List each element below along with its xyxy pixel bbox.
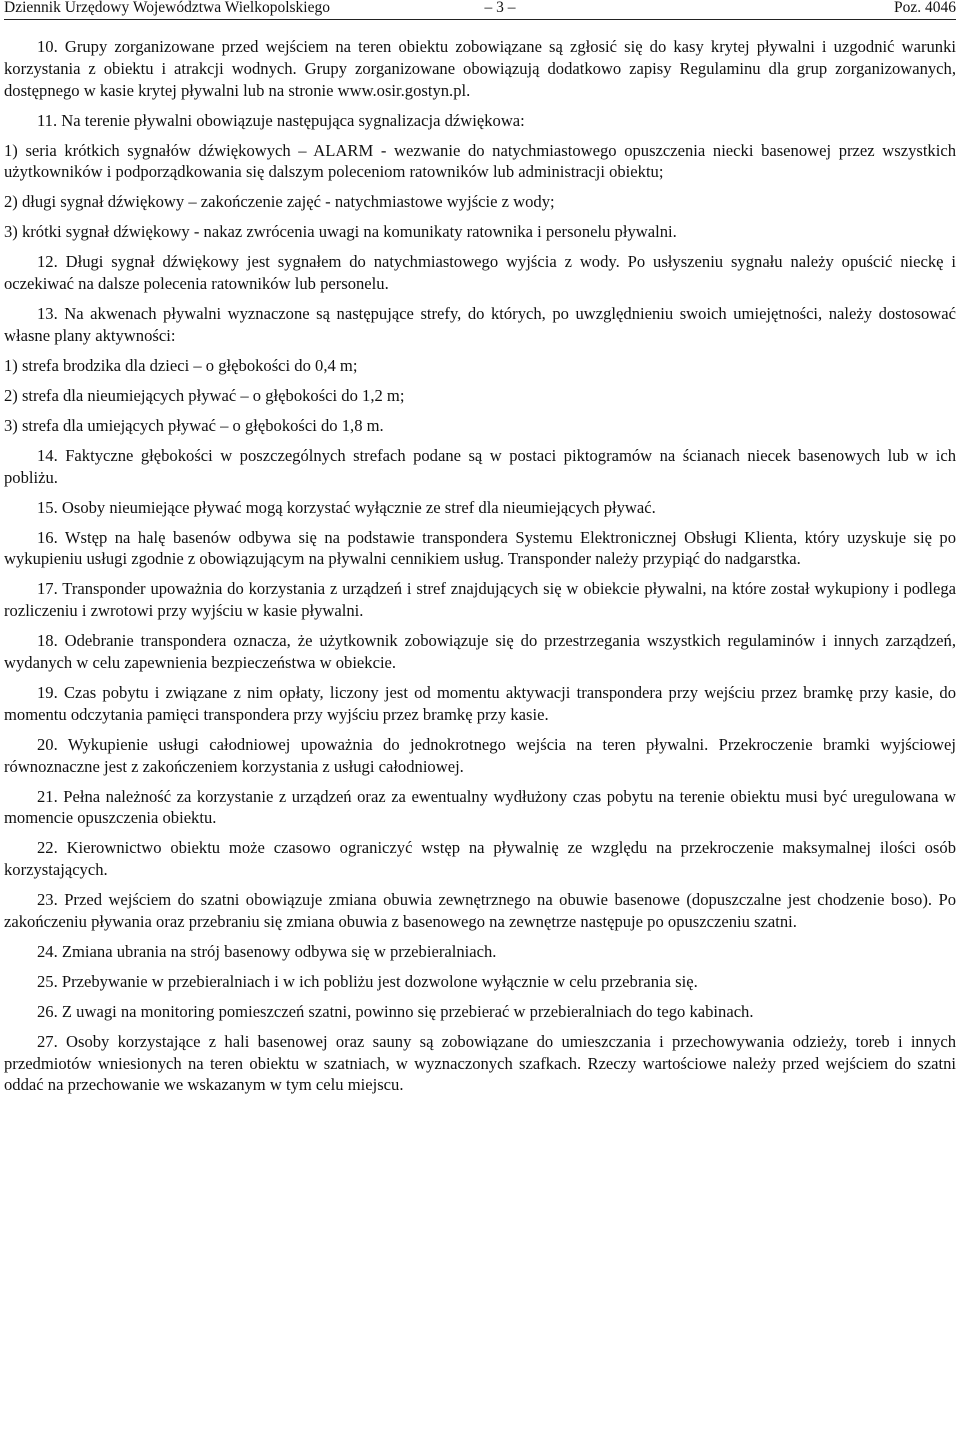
paragraph: 10. Grupy zorganizowane przed wejściem na teren obiektu zobowiązane są zgłosić się do kasy krytej pływalni i uzgodnić warunki korzystania z obiektu i atrakcji wodnych. Grupy zorganizowane obowiązują dodatkowo zapisy Regulaminu dla grup zorganizowanych, dostępnego w kasie krytej pływalni lub na stronie www.osir.gostyn.pl. [4,37,956,100]
paragraph: 26. Z uwagi na monitoring pomieszczeń szatni, powinno się przebierać w przebieralniach do tego kabinach. [37,1001,754,1021]
list-item: 2) strefa dla nieumiejących pływać – o głębokości do 1,2 m; [4,385,405,405]
document-body [4,36,956,1096]
paragraph: 18. Odebranie transpondera oznacza, że użytkownik zobowiązuje się do przestrzegania wszystkich regulaminów i innych zarządzeń, wydanych w celu zapewnienia bezpieczeństwa w obiekcie. [4,631,956,672]
journal-title: Dziennik Urzędowy Województwa Wielkopolskiego [4,0,330,16]
paragraph: 24. Zmiana ubrania na strój basenowy odbywa się w przebieralniach. [37,941,497,961]
paragraph: 19. Czas pobytu i związane z nim opłaty, liczony jest od momentu aktywacji transpondera przy wejściu przez bramkę przy kasie, do momentu odczytania pamięci transpondera przy wyjściu przez bramkę przy kasie. [4,682,956,724]
paragraph: 15. Osoby nieumiejące pływać mogą korzystać wyłącznie ze stref dla nieumiejących pływać. [37,497,656,517]
paragraph: 17. Transponder upoważnia do korzystania z urządzeń i stref znajdujących się w obiekcie pływalni, na które został wykupiony i podlega rozliczeniu i zwrotowi przy wyjściu w kasie pływalni. [4,579,956,621]
list-item: 3) strefa dla umiejących pływać – o głębokości do 1,8 m. [4,415,384,435]
paragraph: 16. Wstęp na halę basenów odbywa się na podstawie transpondera Systemu Elektronicznej Obsługi Klienta, który uzyskuje się po wykupieniu usługi zgodnie z obowiązującym na pływalni cennikiem usług. Transponder należy przypiąć do nadgarstka. [4,527,956,569]
list-item: 2) długi sygnał dźwiękowy – zakończenie zajęć - natychmiastowe wyjście z wody; [4,192,555,212]
paragraph: 13. Na akwenach pływalni wyznaczone są następujące strefy, do których, po uwzględnieniu swoich umiejętności, należy dostosować własne plany aktywności: [4,304,956,345]
paragraph: 12. Długi sygnał dźwiękowy jest sygnałem do natychmiastowego wyjścia z wody. Po usłyszeniu sygnału należy opuścić nieckę i oczekiwać na dalsze polecenia ratowników lub personelu. [4,252,956,294]
paragraph: 21. Pełna należność za korzystanie z urządzeń oraz za ewentualny wydłużony czas pobytu na terenie obiektu musi być uregulowana w momencie opuszczenia obiektu. [4,786,956,828]
paragraph: 25. Przebywanie w przebieralniach i w ich pobliżu jest dozwolone wyłącznie w celu przebrania się. [37,971,698,991]
header-divider [4,19,956,20]
paragraph: 20. Wykupienie usługi całodniowej upoważnia do jednokrotnego wejścia na teren pływalni. Przekroczenie bramki wyjściowej równoznaczne jest z zakończeniem korzystania z usługi całodniowej. [4,734,956,776]
paragraph: 14. Faktyczne głębokości w poszczególnych strefach podane są w postaci piktogramów na ścianach niecek basenowych lub w ich pobliżu. [4,445,956,487]
page-number: – 3 – [484,0,516,16]
list-item: 1) strefa brodzika dla dzieci – o głębokości do 0,4 m; [4,355,358,375]
list-item: 1) seria krótkich sygnałów dźwiękowych – ALARM - wezwanie do natychmiastowego opuszczenia niecki basenowej przez wszystkich użytkowników i podporządkowania się dalszym poleceniom ratowników lub administracji obiektu; [4,140,956,182]
position-number: Poz. 4046 [894,0,956,16]
paragraph: 23. Przed wejściem do szatni obowiązuje zmiana obuwia zewnętrznego na obuwie basenowe (dopuszczalne jest chodzenie boso). Po zakończeniu pływania oraz przebraniu się zmiana obuwia z basenowego na zewnętrze następuje po opuszczeniu szatni. [4,890,956,931]
paragraph: 22. Kierownictwo obiektu może czasowo ograniczyć wstęp na pływalnię ze względu na przekroczenie maksymalnej ilości osób korzystających. [4,838,956,880]
paragraph: 11. Na terenie pływalni obowiązuje następująca sygnalizacja dźwiękowa: [37,110,525,130]
paragraph: 27. Osoby korzystające z hali basenowej oraz sauny są zobowiązane do umieszczania i przechowywania odzieży, toreb i innych przedmiotów wniesionych na teren obiektu w szatniach, w wyznaczonych szafkach. Rzeczy wartościowe należy przed wejściem do szatni oddać na przechowanie we wskazanym w tym celu miejscu. [4,1031,956,1095]
list-item: 3) krótki sygnał dźwiękowy - nakaz zwrócenia uwagi na komunikaty ratownika i personelu pływalni. [4,222,677,242]
